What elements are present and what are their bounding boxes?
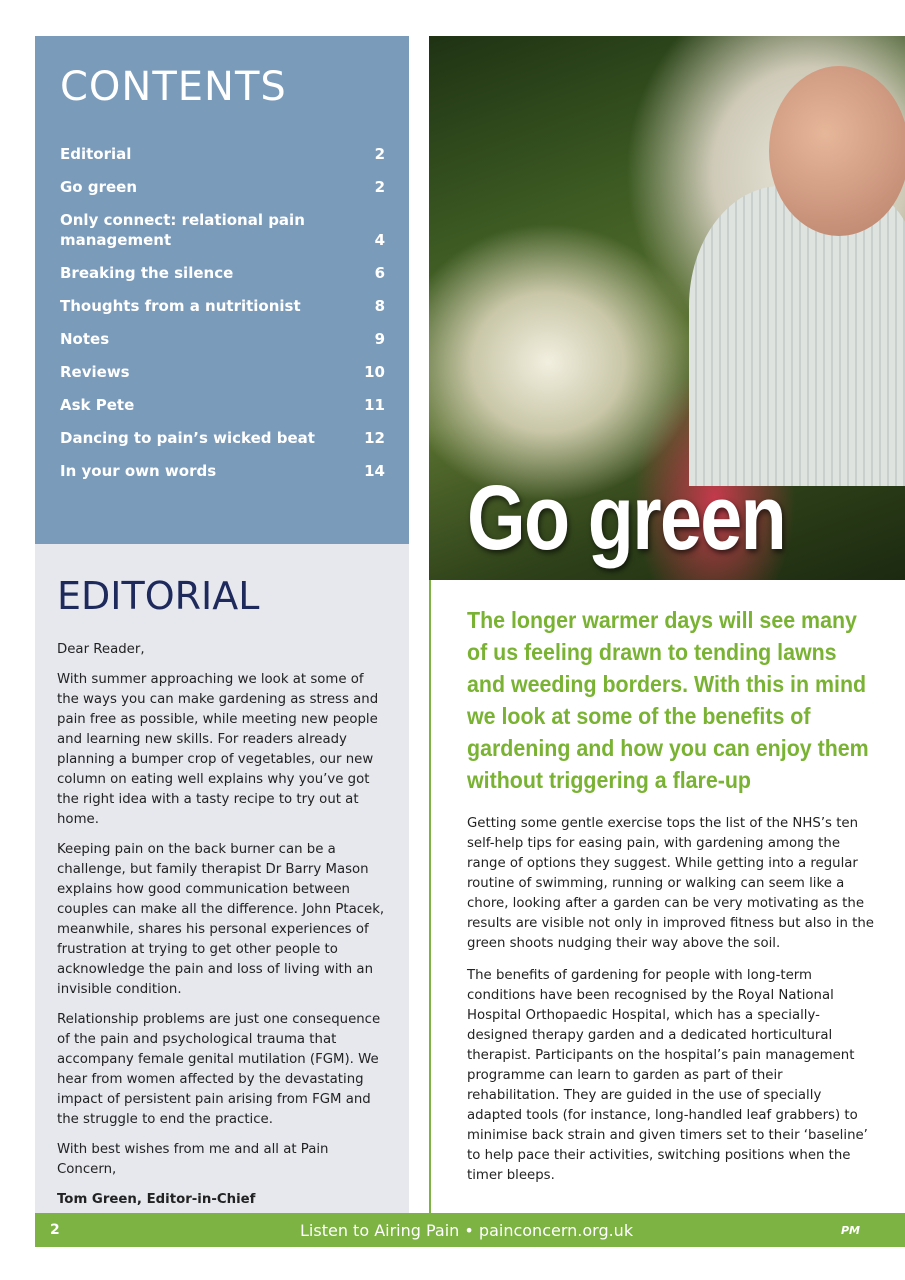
photo-head xyxy=(769,66,905,236)
toc-item-label: In your own words xyxy=(60,462,217,480)
footer-bar xyxy=(35,1213,905,1247)
editorial-paragraph: With best wishes from me and all at Pain Concern, xyxy=(57,1142,329,1177)
toc-item-label: Notes xyxy=(60,330,110,348)
toc-item-label: Go green xyxy=(60,178,137,196)
toc-item-label: Thoughts from a nutritionist xyxy=(60,297,301,315)
toc-item[interactable] xyxy=(60,144,385,164)
page-number: 2 xyxy=(50,1222,60,1238)
article-title: Go green xyxy=(467,467,786,569)
toc-item-label: Dancing to pain’s wicked beat xyxy=(60,429,315,447)
toc-item[interactable] xyxy=(60,263,385,283)
toc-item[interactable] xyxy=(60,428,385,448)
toc-item-page: 6 xyxy=(374,264,385,282)
toc-list xyxy=(60,144,385,481)
toc-item-label: Ask Pete xyxy=(60,396,135,414)
toc-item-label: Only connect: relational pain management xyxy=(60,211,305,249)
footer-link[interactable]: Listen to Airing Pain • painconcern.org.uk xyxy=(300,1220,634,1240)
editorial-paragraph: Keeping pain on the back burner can be a challenge, but family therapist Dr Barry Mason explains how good communication between couples can make all the difference. John Ptacek, meanwhile, shares his personal experiences of frustration at trying to get other people to acknowledge the pain and loss of living with an invisible condition. xyxy=(57,842,385,997)
toc-item-label: Breaking the silence xyxy=(60,264,234,282)
editorial-paragraph: Dear Reader, xyxy=(57,642,145,657)
toc-item-label: Editorial xyxy=(60,145,132,163)
article-lead: The longer warmer days will see many of us feeling drawn to tending lawns and weeding borders. With this in mind we look at some of the benefits of gardening and how you can enjoy them without triggering a flare-up xyxy=(467,607,869,793)
contents-panel xyxy=(35,36,409,544)
toc-item[interactable] xyxy=(60,210,385,250)
editorial-panel xyxy=(35,544,409,1214)
toc-item-page: 9 xyxy=(374,330,385,348)
toc-item[interactable] xyxy=(60,362,385,382)
toc-item-page: 8 xyxy=(374,297,385,315)
pain-concern-logo: PM xyxy=(841,1223,861,1237)
toc-item-page: 4 xyxy=(374,231,385,249)
toc-item-page: 10 xyxy=(364,363,385,381)
toc-item[interactable] xyxy=(60,395,385,415)
toc-item[interactable] xyxy=(60,329,385,349)
toc-item[interactable] xyxy=(60,177,385,197)
toc-item-page: 11 xyxy=(364,396,385,414)
article-paragraph: The benefits of gardening for people with long-term conditions have been recognised by the Royal National Hospital Orthopaedic Hospital, which has a specially-designed therapy garden and a dedicated horticultural therapist. Participants on the hospital’s pain management programme can learn to garden as part of their rehabilitation. They are guided in the use of specially adapted tools (for instance, long-handled leaf grabbers) to minimise back strain and given timers set to their ‘baseline’ to help pace their activities, switching positions when the timer bleeps. xyxy=(467,968,868,1183)
editorial-signature: Tom Green, Editor-in-Chief xyxy=(57,1192,256,1207)
contents-title: CONTENTS xyxy=(60,64,287,110)
article-paragraph: Getting some gentle exercise tops the list of the NHS’s ten self-help tips for easing pain, with gardening among the range of options they suggest. While getting into a regular routine of swimming, running or walking can seem like a chore, looking after a garden can be very motivating as the results are visible not only in improved fitness but also in the green shoots nudging their way above the soil. xyxy=(467,816,874,951)
gardener-photo xyxy=(429,36,905,580)
toc-item[interactable] xyxy=(60,296,385,316)
photo-shirt xyxy=(689,186,905,486)
editorial-paragraph: With summer approaching we look at some of the ways you can make gardening as stress and pain free as possible, while meeting new people and learning new skills. For readers already planning a bumper crop of vegetables, our new column on eating well explains why you’ve got the right idea with a tasty recipe to try out at home. xyxy=(57,672,379,827)
toc-item-page: 2 xyxy=(374,145,385,163)
toc-item-page: 12 xyxy=(364,429,385,447)
editorial-title: EDITORIAL xyxy=(57,574,260,618)
editorial-paragraph: Relationship problems are just one consequence of the pain and psychological trauma that accompany female genital mutilation (FGM). We hear from women affected by the devastating impact of persistent pain arising from FGM and the struggle to end the practice. xyxy=(57,1012,381,1127)
toc-item-page: 14 xyxy=(364,462,385,480)
toc-item[interactable] xyxy=(60,461,385,481)
divider-line xyxy=(429,580,431,1214)
toc-item-page: 2 xyxy=(374,178,385,196)
toc-item-label: Reviews xyxy=(60,363,130,381)
article-body xyxy=(467,604,877,1198)
